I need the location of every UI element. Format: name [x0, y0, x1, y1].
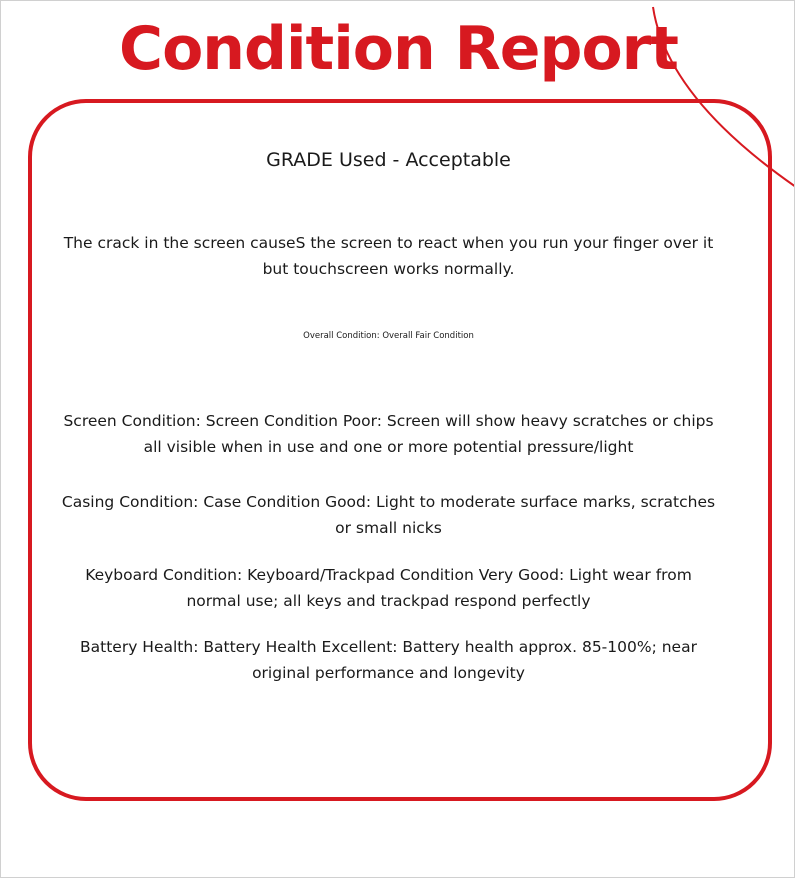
screen-condition: Screen Condition: Screen Condition Poor: Screen will show heavy scratches or chips all visible when in use and one or more potential pressure/light — [63, 412, 714, 456]
condition-notes: The crack in the screen causeS the screen to react when you run your finger over it but touchscreen works normally. — [63, 234, 714, 278]
keyboard-condition: Keyboard Condition: Keyboard/Trackpad Condition Very Good: Light wear from normal use; all keys and trackpad respond perfectly — [85, 566, 692, 610]
battery-health: Battery Health: Battery Health Excellent: Battery health approx. 85-100%; near original performance and longevity — [80, 638, 697, 682]
report-title: Condition Report — [119, 14, 678, 84]
grade-label: GRADE Used - Acceptable — [266, 149, 511, 171]
casing-condition: Casing Condition: Case Condition Good: Light to moderate surface marks, scratches or small nicks — [61, 493, 716, 537]
overall-condition: Overall Condition: Overall Fair Condition — [303, 331, 474, 341]
